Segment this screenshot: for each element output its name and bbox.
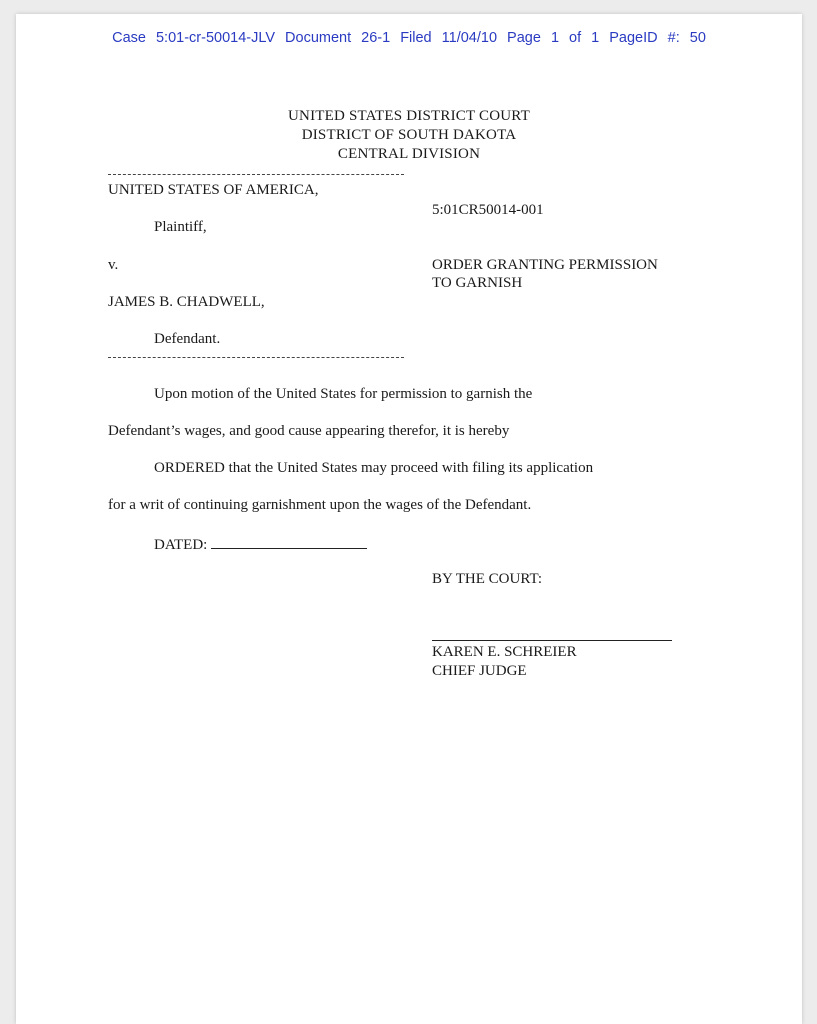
body-paragraph2-line2: for a writ of continuing garnishment upon the wages of the Defendant.	[108, 497, 532, 513]
judge-name: KAREN E. SCHREIER	[432, 644, 577, 660]
signature-line	[432, 640, 672, 641]
caption-top-divider	[108, 174, 404, 175]
judge-title: CHIEF JUDGE	[432, 663, 527, 679]
order-title-line1: ORDER GRANTING PERMISSION	[432, 257, 658, 273]
body-paragraph1-line1: Upon motion of the United States for permission to garnish the	[154, 386, 533, 402]
dated-field	[154, 534, 367, 554]
order-title-line2: TO GARNISH	[432, 275, 523, 291]
by-the-court: BY THE COURT:	[432, 571, 543, 587]
caption-bottom-divider	[108, 357, 404, 358]
dated-label: DATED:	[154, 537, 208, 553]
dated-blank-line	[211, 534, 367, 549]
defendant-name: JAMES B. CHADWELL,	[108, 294, 265, 310]
court-district: DISTRICT OF SOUTH DAKOTA	[301, 127, 517, 143]
versus-label: v.	[108, 257, 119, 273]
plaintiff-role: Plaintiff,	[154, 219, 207, 235]
case-number: 5:01CR50014-001	[432, 202, 544, 218]
defendant-role: Defendant.	[154, 331, 221, 347]
court-name: UNITED STATES DISTRICT COURT	[288, 108, 530, 124]
body-paragraph2-line1: ORDERED that the United States may proceed with filing its application	[154, 460, 594, 476]
court-division: CENTRAL DIVISION	[337, 146, 481, 162]
body-paragraph1-line2: Defendant’s wages, and good cause appearing therefor, it is hereby	[108, 423, 510, 439]
plaintiff-name: UNITED STATES OF AMERICA,	[108, 182, 319, 198]
document-page	[16, 14, 802, 1024]
filing-stamp: Case 5:01-cr-50014-JLV Document 26-1 Filed 11/04/10 Page 1 of 1 PageID #: 50	[112, 30, 706, 46]
